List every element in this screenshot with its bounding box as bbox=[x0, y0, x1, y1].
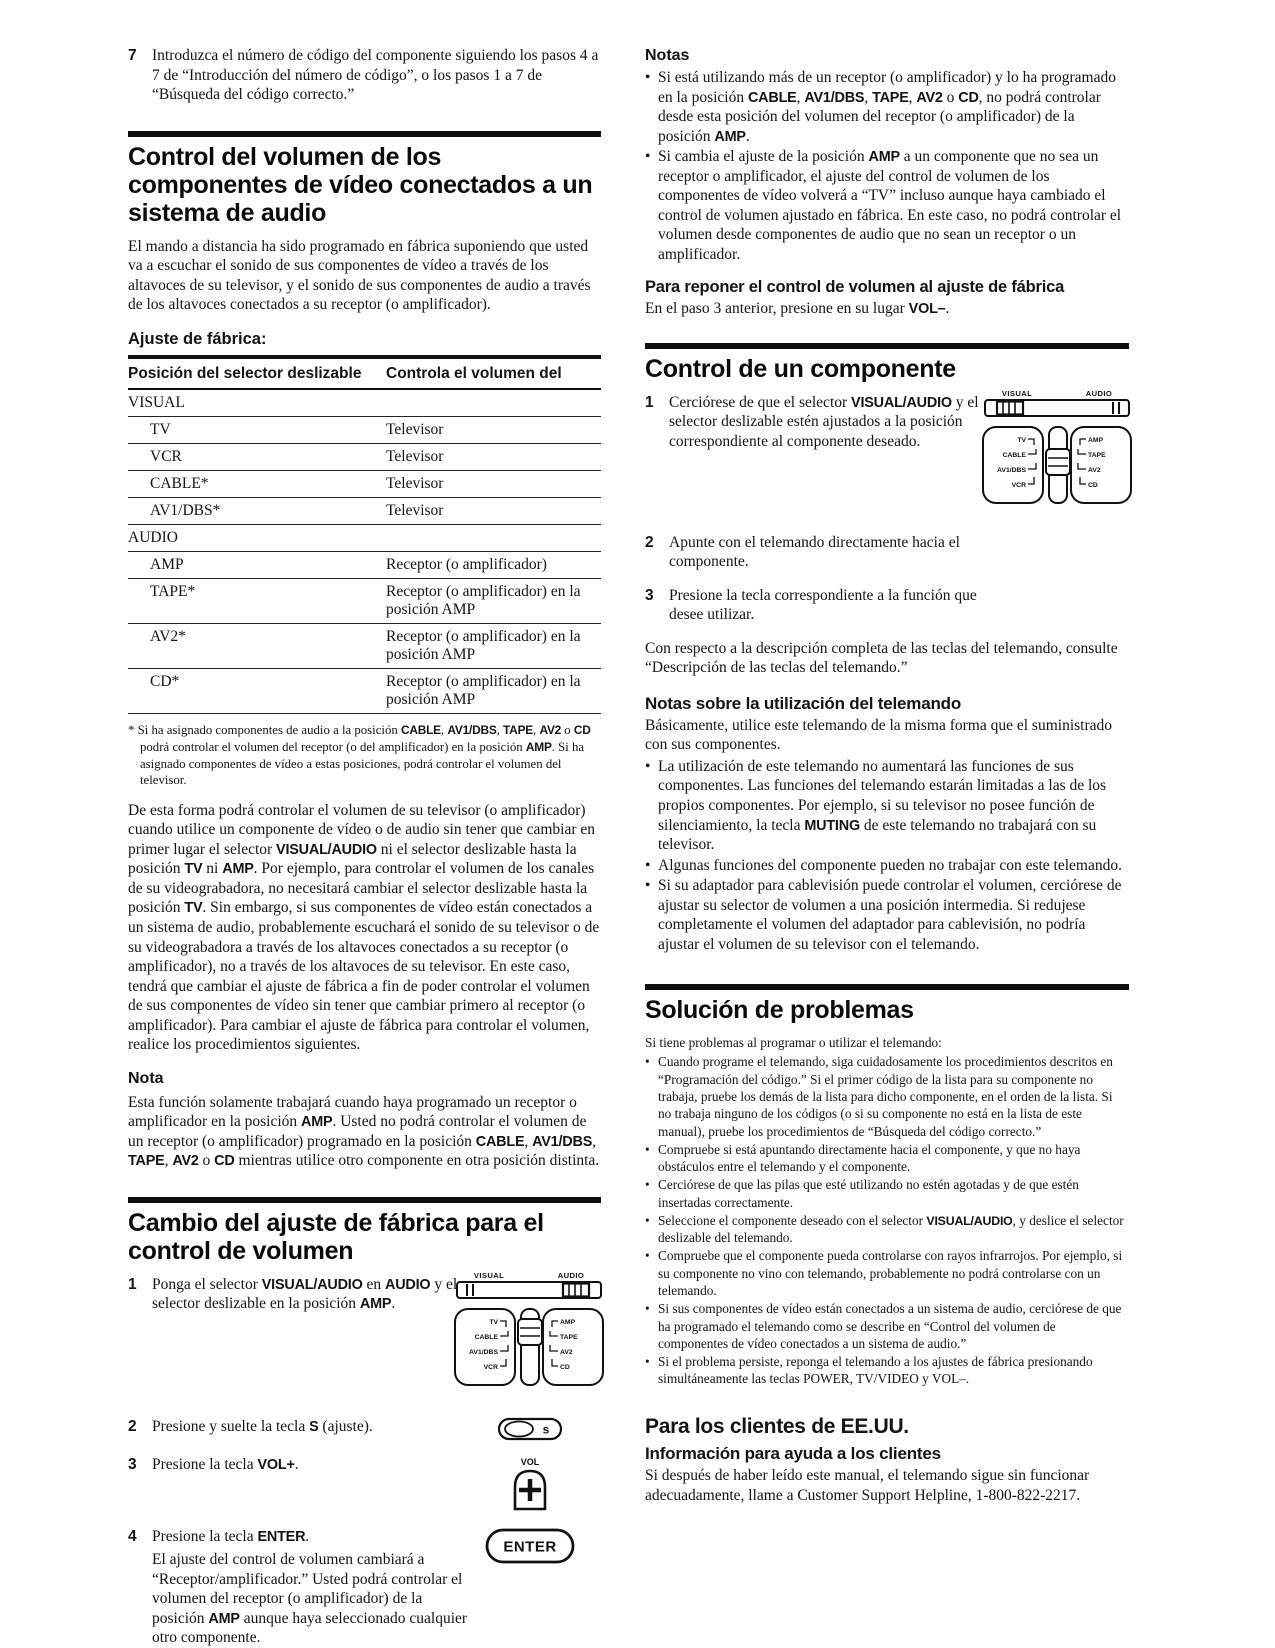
col-header-controls: Controla el volumen del bbox=[386, 357, 601, 389]
step-text: Introduzca el número de código del componente siguiendo los pasos 4 a 7 de “Introducción del número de código”, o los pasos 1 a 7 de “Búsqueda del código correcto.” bbox=[152, 47, 599, 104]
section-rule bbox=[128, 131, 601, 137]
note-title: Nota bbox=[128, 1069, 164, 1087]
section-rule bbox=[128, 1197, 601, 1203]
left-column bbox=[128, 46, 601, 1648]
remote-notes-title: Notas sobre la utilización del telemando bbox=[645, 693, 962, 713]
notas-title: Notas bbox=[645, 47, 690, 64]
table-row: AMP Receptor (o amplificador) bbox=[128, 552, 601, 579]
change-steps bbox=[128, 1270, 601, 1648]
list-item: • Si sus componentes de vídeo están conectados a un sistema de audio, cerciórese de que ha programado el telemando como se describe en “Control del volumen de componentes de vídeo conectados a un sistema de audio.” bbox=[645, 1300, 1129, 1352]
step-4: 4 Presione la tecla ENTER. El ajuste del control de volumen cambiará a “Receptor/amplificador.” Usted podrá controlar el volumen del receptor (o amplificador) de la posición AMP aunque haya seleccionado cualquier otro componente. ENTER bbox=[128, 1527, 601, 1648]
section-title-control-component: Control de un componente bbox=[645, 354, 956, 383]
svg-text:VCR: VCR bbox=[1011, 481, 1026, 489]
svg-text:TV: TV bbox=[489, 1318, 498, 1326]
remote-notes-list bbox=[645, 757, 1129, 954]
step-number: 7 bbox=[128, 47, 137, 64]
step-2: 2 Apunte con el telemando directamente hacia el componente. bbox=[645, 533, 960, 571]
svg-text:ENTER: ENTER bbox=[503, 1538, 557, 1556]
reset-body: En el paso 3 anterior, presione en su lugar VOL–. bbox=[645, 300, 950, 318]
section-rule bbox=[645, 984, 1129, 990]
svg-text:s: s bbox=[542, 1422, 550, 1437]
col-header-position: Posición del selector deslizable bbox=[128, 357, 386, 389]
us-customers-body: Si después de haber leído este manual, el telemando sigue sin funcionar adecuadamente, llame a Customer Support Helpline, 1-800-822-2217. bbox=[645, 1467, 1090, 1504]
table-row: CD* Receptor (o amplificador) en la posición AMP bbox=[128, 669, 601, 714]
table-row: CABLE* Televisor bbox=[128, 471, 601, 498]
list-item: • La utilización de este telemando no aumentará las funciones de sus componentes. Las funciones del telemando estarán limitadas a las de los propios componentes. Por ejemplo, si su televisor no posee función de silenciamiento, la tecla MUTING de este telemando no trabajará con su televisor. bbox=[645, 757, 1129, 855]
list-item: • Cuando programe el telemando, siga cuidadosamente los procedimientos descritos en “Programación del código.” Si el primer código de la lista para su componente no trabaja, pruebe los demás de la lista para dicho componente, en el orden de la lista. Si no trabaja ninguno de los códigos (o si su componente no está en la lista de este manual), pruebe los procedimientos de “Búsqueda del código correcto.” bbox=[645, 1053, 1129, 1139]
svg-text:CABLE: CABLE bbox=[474, 1333, 498, 1341]
section-title-troubleshooting: Solución de problemas bbox=[645, 996, 914, 1025]
list-item: • Compruebe si está apuntando directamente hacia el componente, y que no haya obstáculos entre el telemando y el componente. bbox=[645, 1141, 1129, 1176]
svg-text:TAPE: TAPE bbox=[1088, 451, 1106, 459]
svg-text:AV2: AV2 bbox=[560, 1348, 573, 1356]
us-customers-subtitle: Información para ayuda a los clientes bbox=[645, 1444, 941, 1464]
table-caption: Ajuste de fábrica: bbox=[128, 329, 267, 348]
section-title-change-setting: Cambio del ajuste de fábrica para el control de volumen bbox=[128, 1208, 544, 1265]
table-header-row bbox=[128, 357, 601, 389]
svg-text:VOL: VOL bbox=[520, 1456, 540, 1467]
step-1: 1 Cerciórese de que el selector VISUAL/AUDIO y el selector deslizable estén ajustados a la posición correspondiente al componente deseado. bbox=[645, 393, 979, 450]
svg-text:CABLE: CABLE bbox=[1002, 451, 1026, 459]
step-1: 1 Ponga el selector VISUAL/AUDIO en AUDIO y el selector deslizable en la posición AMP. bbox=[128, 1275, 458, 1313]
list-item: • Si su adaptador para cablevisión puede controlar el volumen, cerciórese de ajustar su selector de volumen a una posición intermedia. Si redujese completamente el volumen del adaptador para cablevisión, no podría ajustar el volumen de su televisor con el telemando. bbox=[645, 876, 1129, 954]
table-footnote: * Si ha asignado componentes de audio a la posición CABLE, AV1/DBS, TAPE, AV2 o CD podrá controlar el volumen del receptor (o del amplificador) en la posición AMP. Si ha asignado componentes de vídeo a estas posiciones, podrá controlar el volumen del televisor. bbox=[128, 723, 591, 788]
step-3: 3 Presione la tecla VOL+. VOL bbox=[128, 1455, 601, 1513]
control-steps bbox=[645, 388, 1129, 625]
table-row: AV1/DBS* Televisor bbox=[128, 498, 601, 525]
svg-text:CD: CD bbox=[560, 1363, 570, 1371]
control-after: Con respecto a la descripción completa de las teclas del telemando, consulte “Descripción de las teclas del telemando.” bbox=[645, 639, 1118, 677]
list-item: • Si cambia el ajuste de la posición AMP a un componente que no sea un receptor o amplificador, el ajuste del control de volumen de los componentes de vídeo volverá a “TV” incluso aunque haya cambiado el control de volumen ajustado en fábrica. En este caso, no podrá controlar el volumen desde componentes de audio que no sean un receptor o un amplificador. bbox=[645, 147, 1129, 264]
troubleshooting-intro: Si tiene problemas al programar o utilizar el telemando: bbox=[645, 1035, 942, 1051]
step-7 bbox=[128, 46, 601, 105]
step-3: 3 Presione la tecla correspondiente a la función que desee utilizar. bbox=[645, 586, 977, 624]
notas-list bbox=[645, 68, 1129, 264]
list-item: • Cerciórese de que las pilas que esté utilizando no estén agotadas y de que estén insertadas correctamente. bbox=[645, 1176, 1129, 1211]
svg-text:TAPE: TAPE bbox=[560, 1333, 578, 1341]
svg-text:AUDIO: AUDIO bbox=[1085, 388, 1113, 398]
vol-plus-button-icon bbox=[506, 1455, 554, 1513]
troubleshooting-list bbox=[645, 1053, 1129, 1387]
volume-body: De esta forma podrá controlar el volumen de su televisor (o amplificador) cuando utilice un componente de vídeo o de audio sin tener que cambiar en primer lugar el selector VISUAL/AUDIO ni el selector deslizable hasta la posición TV ni AMP. Por ejemplo, para controlar el volumen de los canales de su videograbadora, no necesitará cambiar el selector deslizable hasta la posición TV. Sin embargo, si sus componentes de vídeo están conectados a un sistema de audio, probablemente escuchará el sonido de su televisor o de su videograbadora a través de los altavoces conectados a su receptor (o amplificador), no a través de los altavoces de su televisor. En este caso, tendrá que cambiar el ajuste de fábrica a fin de poder controlar el volumen de sus componentes de vídeo sin tener que cambiar primero al receptor (o amplificador). Para cambiar el ajuste de fábrica para controlar el volumen, realice los procedimientos siguientes. bbox=[128, 801, 600, 1054]
right-column bbox=[645, 46, 1129, 1505]
svg-text:AMP: AMP bbox=[560, 1318, 576, 1326]
table-row: VCR Televisor bbox=[128, 444, 601, 471]
svg-text:AMP: AMP bbox=[1088, 436, 1104, 444]
list-item: • Compruebe que el componente pueda controlarse con rayos infrarrojos. Por ejemplo, si su componente no vino con telemando, probablemente no podrá controlarse con un telemando. bbox=[645, 1247, 1129, 1299]
svg-text:VISUAL: VISUAL bbox=[1001, 388, 1033, 398]
list-item: • Seleccione el componente deseado con el selector VISUAL/AUDIO, y deslice el selector deslizable del telemando. bbox=[645, 1212, 1129, 1247]
table-row: AV2* Receptor (o amplificador) en la posición AMP bbox=[128, 624, 601, 669]
selector-diagram-audio-amp bbox=[451, 1269, 607, 1389]
volume-intro: El mando a distancia ha sido programado en fábrica suponiendo que usted va a escuchar el sonido de sus componentes de vídeo a través de los altavoces de su televisor, y el sonido de sus componentes de audio a través de los altavoces conectados a su receptor (o amplificador). bbox=[128, 237, 591, 314]
note-body: Esta función solamente trabajará cuando haya programado un receptor o amplificador en la posición AMP. Usted no podrá controlar el volumen de un receptor (o amplificador) programado en la posición CABLE, AV1/DBS, TAPE, AV2 o CD mientras utilice otro componente en otra posición distinta. bbox=[128, 1093, 600, 1170]
us-customers-title: Para los clientes de EE.UU. bbox=[645, 1414, 909, 1438]
svg-text:CD: CD bbox=[1088, 481, 1098, 489]
troubleshooting-body bbox=[645, 1034, 1129, 1388]
svg-text:TV: TV bbox=[1017, 436, 1026, 444]
table-row: VISUAL bbox=[128, 389, 601, 417]
section-title-volume-control: Control del volumen de los componentes de vídeo conectados a un sistema de audio bbox=[128, 142, 593, 227]
svg-text:AV2: AV2 bbox=[1088, 466, 1101, 474]
enter-button-icon bbox=[484, 1527, 576, 1565]
reset-title: Para reponer el control de volumen al ajuste de fábrica bbox=[645, 278, 1065, 297]
list-item: • Algunas funciones del componente pueden no trabajar con este telemando. bbox=[645, 856, 1129, 876]
remote-notes-intro: Básicamente, utilice este telemando de la misma forma que el suministrado con sus componentes. bbox=[645, 716, 1113, 754]
selector-diagram-visual bbox=[979, 387, 1135, 507]
svg-text:VISUAL: VISUAL bbox=[473, 1270, 505, 1280]
svg-text:AV1/DBS: AV1/DBS bbox=[997, 466, 1026, 474]
step-2: 2 Presione y suelte la tecla S (ajuste). s bbox=[128, 1417, 601, 1441]
factory-setting-table bbox=[128, 355, 601, 714]
section-rule bbox=[645, 343, 1129, 349]
table-row: AUDIO bbox=[128, 525, 601, 552]
list-item: • Si está utilizando más de un receptor (o amplificador) y lo ha programado en la posición CABLE, AV1/DBS, TAPE, AV2 o CD, no podrá controlar desde esta posición del volumen del receptor (o amplificador) de la posición AMP. bbox=[645, 68, 1129, 146]
table-row: TAPE* Receptor (o amplificador) en la posición AMP bbox=[128, 579, 601, 624]
svg-text:VCR: VCR bbox=[483, 1363, 498, 1371]
list-item: • Si el problema persiste, reponga el telemando a los ajustes de fábrica presionando simultáneamente las teclas POWER, TV/VIDEO y VOL–. bbox=[645, 1353, 1129, 1388]
table-row: TV Televisor bbox=[128, 417, 601, 444]
svg-text:AV1/DBS: AV1/DBS bbox=[469, 1348, 498, 1356]
s-button-icon bbox=[497, 1417, 563, 1441]
svg-text:AUDIO: AUDIO bbox=[557, 1270, 585, 1280]
